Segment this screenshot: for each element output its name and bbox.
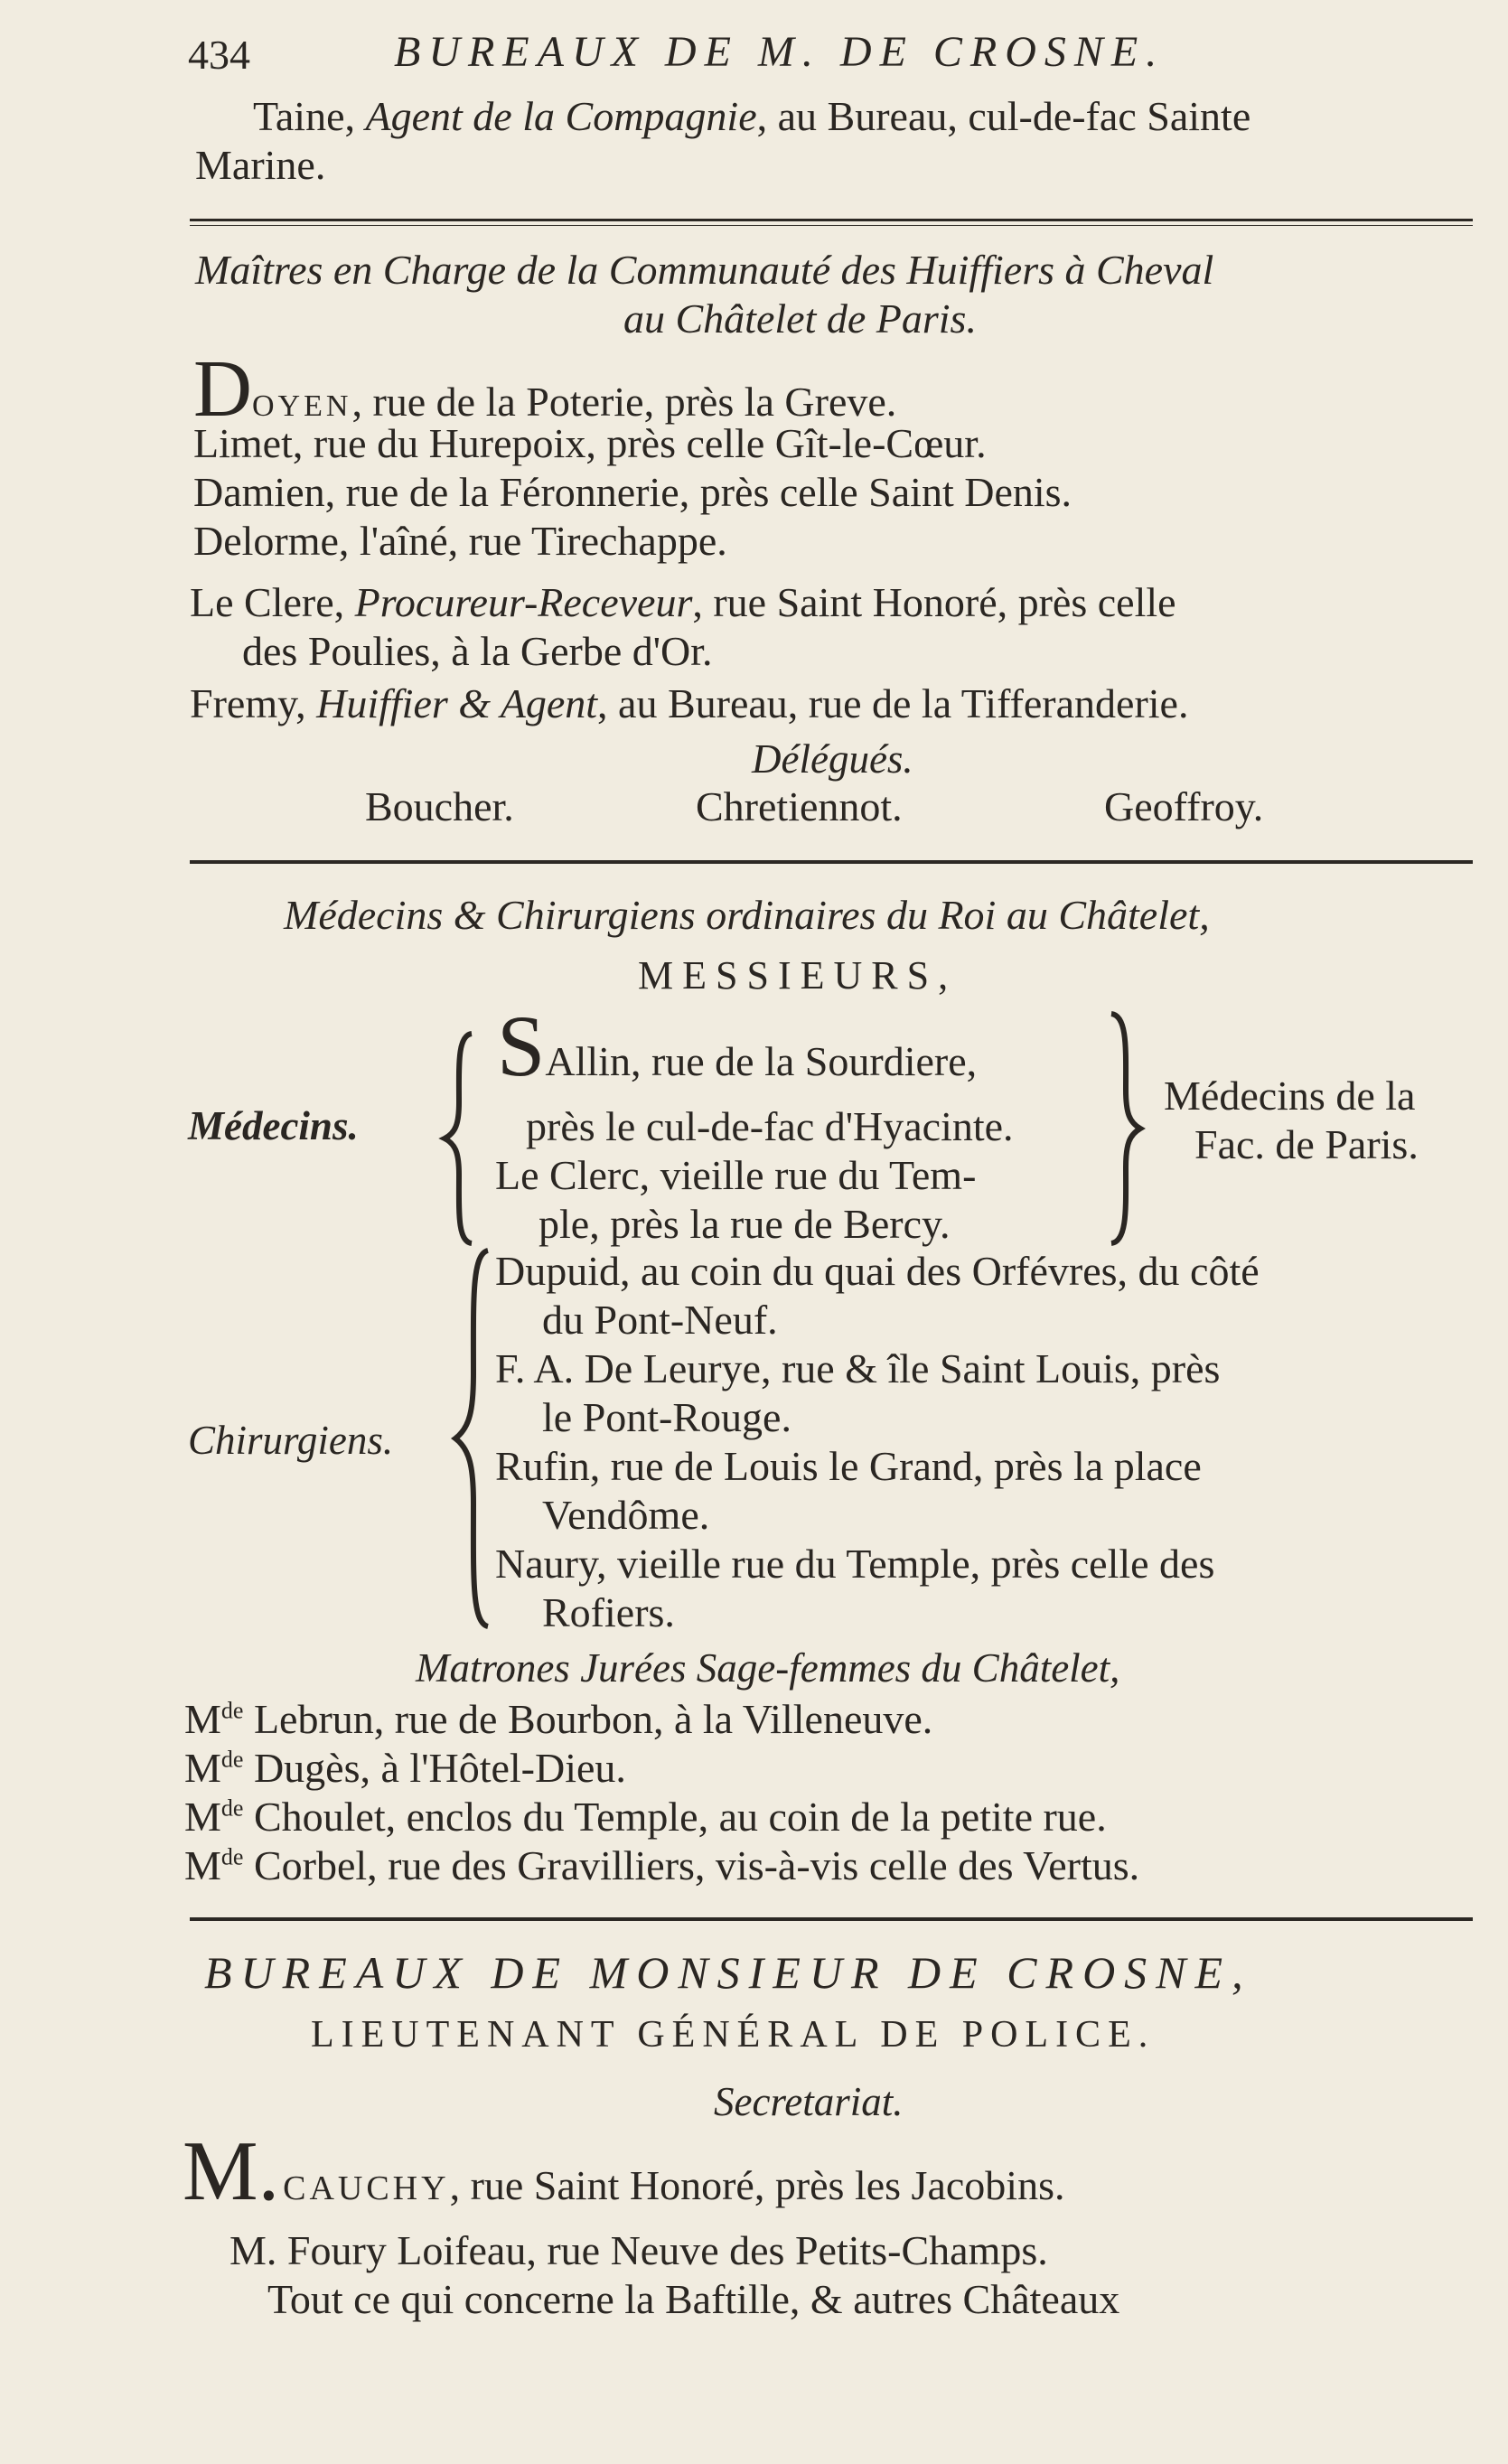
huissier-entry: Limet, rue du Hurepoix, près celle Gît-le-Cœur. — [193, 420, 987, 466]
chirurgien-line: le Pont-Rouge. — [542, 1394, 791, 1440]
chirurgien-line: Rofiers. — [542, 1589, 675, 1635]
chirurgien-line: du Pont-Neuf. — [542, 1297, 778, 1343]
doyen-smallcaps: OYEN — [252, 389, 352, 423]
matrone-entry: Mde Dugès, à l'Hôtel-Dieu. — [184, 1745, 626, 1791]
medecin-line: Le Clerc, vieille rue du Tem- — [495, 1152, 977, 1198]
matrone-entry: Mde Corbel, rue des Gravilliers, vis-à-vis celle des Vertus. — [184, 1842, 1140, 1888]
bastille-line: Tout ce qui concerne la Baftille, & autres Châteaux — [267, 2276, 1120, 2322]
medecin-entry-sallin: SAllin, rue de la Sourdiere, — [497, 998, 978, 1094]
section-rule — [190, 1917, 1473, 1921]
chirurgien-line: Vendôme. — [542, 1492, 710, 1538]
delegue-name: Chretiennot. — [696, 783, 903, 829]
delegue-name: Boucher. — [365, 783, 514, 829]
chirurgien-line: F. A. De Leurye, rue & île Saint Louis, près — [495, 1345, 1221, 1391]
bureaux-heading: BUREAUX DE MONSIEUR DE CROSNE, — [204, 1947, 1252, 1998]
matrone-entry: Mde Lebrun, rue de Bourbon, à la Villeneuve. — [184, 1696, 933, 1742]
huissiers-heading-line1: Maîtres en Charge de la Communauté des Huiffiers à Cheval — [195, 247, 1214, 293]
huissier-entry: Delorme, l'aîné, rue Tirechappe. — [193, 518, 727, 564]
chirurgiens-label: Chirurgiens. — [188, 1418, 394, 1463]
medecin-line: près le cul-de-fac d'Hyacinte. — [526, 1103, 1014, 1149]
medecins-heading: Médecins & Chirurgiens ordinaires du Roi au Châtelet, — [284, 892, 1210, 938]
running-title: BUREAUX DE M. DE CROSNE. — [394, 28, 1166, 76]
huissier-entry: Damien, rue de la Féronnerie, près celle Saint Denis. — [193, 469, 1072, 515]
taine-entry: Taine, Agent de la Compagnie, au Bureau, cul-de-fac Sainte — [253, 93, 1251, 139]
matrones-heading: Matrones Jurées Sage-femmes du Châtelet, — [416, 1645, 1120, 1691]
chirurgien-line: Rufin, rue de Louis le Grand, près la place — [495, 1443, 1202, 1489]
doyen-address: , rue de la Poterie, près la Greve. — [351, 379, 897, 425]
taine-address: , au Bureau, cul-de-fac Sainte — [756, 93, 1251, 139]
leclere-role: Procureur-Receveur — [354, 579, 693, 625]
delegues-label: Délégués. — [752, 736, 913, 782]
taine-name: Taine — [253, 93, 345, 139]
doyen-entry — [193, 344, 897, 434]
section-rule — [190, 860, 1473, 864]
cauchy-smallcaps: CAUCHY — [283, 2169, 450, 2207]
huissiers-heading-line2: au Châtelet de Paris. — [623, 295, 977, 342]
taine-line2: Marine. — [195, 142, 326, 188]
leclere-entry: Le Clere, Procureur-Receveur, rue Saint Honoré, près celle — [190, 579, 1176, 625]
matrone-entry: Mde Choulet, enclos du Temple, au coin de la petite rue. — [184, 1794, 1107, 1840]
doyen-dropcap: D — [193, 344, 252, 434]
medecins-label: Médecins. — [188, 1103, 359, 1148]
section-rule — [190, 219, 1473, 221]
chirurgien-line: Naury, vieille rue du Temple, près celle des — [495, 1541, 1215, 1587]
fremy-role: Huiffier & Agent — [316, 680, 598, 726]
m-dropcap: M. — [183, 2124, 280, 2218]
bureaux-subheading: LIEUTENANT GÉNÉRAL DE POLICE. — [311, 2014, 1156, 2056]
chirurgien-line: Dupuid, au coin du quai des Orfévres, du côté — [495, 1248, 1260, 1294]
page-number: 434 — [188, 32, 250, 78]
chirurgiens-brace — [448, 1247, 492, 1630]
secretariat-label: Secretariat. — [714, 2079, 904, 2124]
fremy-entry: Fremy, Huiffier & Agent, au Bureau, rue de la Tifferanderie. — [190, 680, 1189, 726]
foury-entry: M. Foury Loifeau, rue Neuve des Petits-Champs. — [229, 2227, 1048, 2273]
faculty-line1: Médecins de la — [1164, 1073, 1416, 1119]
faculty-line2: Fac. de Paris. — [1194, 1121, 1419, 1167]
taine-role: Agent de la Compagnie — [365, 93, 757, 139]
leclere-line2: des Poulies, à la Gerbe d'Or. — [242, 628, 713, 674]
right-brace — [1106, 1010, 1146, 1247]
cauchy-entry: M. CAUCHY, rue Saint Honoré, près les Jacobins. — [183, 2124, 1065, 2218]
medecin-line: ple, près la rue de Bercy. — [539, 1201, 951, 1247]
medecins-dropcap: S — [497, 998, 546, 1094]
delegue-name: Geoffroy. — [1104, 783, 1264, 829]
left-brace — [439, 1030, 475, 1247]
messieurs-heading: MESSIEURS, — [638, 953, 958, 998]
